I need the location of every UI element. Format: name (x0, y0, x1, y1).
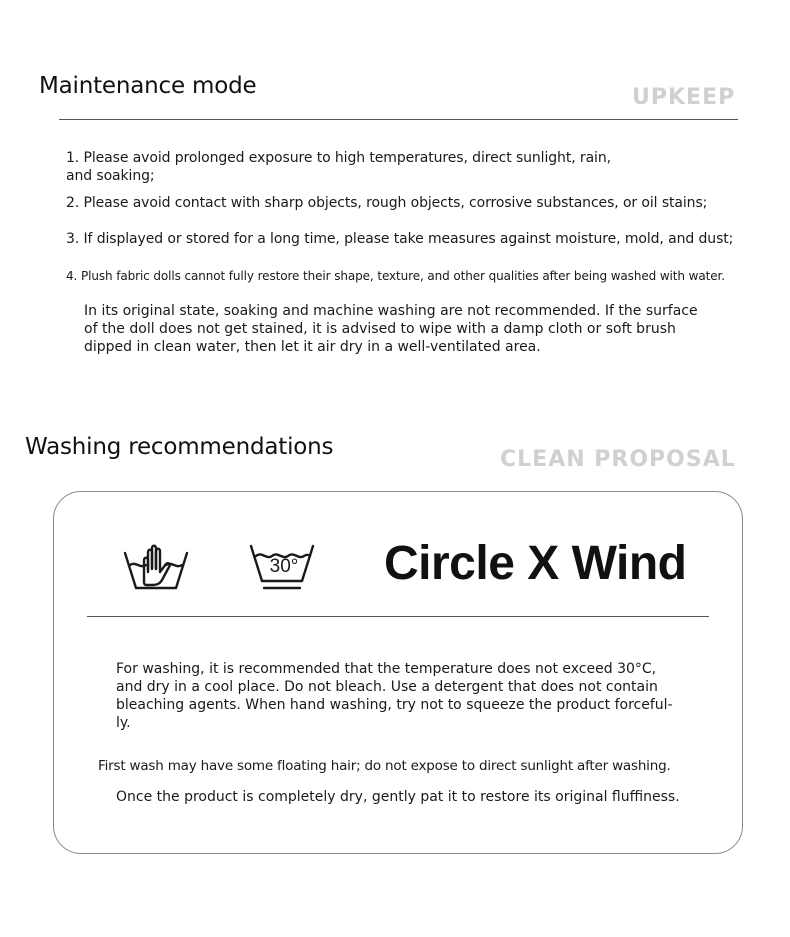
maintenance-item-3: 3. If displayed or stored for a long time, please take measures against moisture, mold, and dust; (66, 231, 734, 247)
maintenance-item-4: 4. Plush fabric dolls cannot fully restore their shape, texture, and other qualities after being washed with water. (66, 269, 725, 283)
washing-note-1: First wash may have some floating hair; do not expose to direct sunlight after washing. (98, 758, 671, 774)
brand-name: Circle X Wind (384, 537, 687, 590)
section-divider (59, 119, 738, 120)
maintenance-item-2: 2. Please avoid contact with sharp objects, rough objects, corrosive substances, or oil stains; (66, 195, 708, 211)
washing-paragraph: For washing, it is recommended that the temperature does not exceed 30°C, and dry in a cool place. Do not bleach. Use a detergent that does not contain bleaching agents. When hand washing, try not to squeeze the product forceful-ly. (116, 661, 673, 731)
clean-proposal-watermark: CLEAN PROPOSAL (500, 447, 736, 472)
washing-title: Washing recommendations (25, 434, 334, 460)
maintenance-title: Maintenance mode (39, 73, 257, 99)
hand-wash-icon (122, 538, 190, 594)
maintenance-paragraph: In its original state, soaking and machine washing are not recommended. If the surface of the doll does not get stained, it is advised to wipe with a damp cloth or soft brush dipped in clean water, then let it air dry in a well-ventilated area. (84, 303, 698, 355)
maintenance-item-1: 1. Please avoid prolonged exposure to high temperatures, direct sunlight, rain, and soaking; (66, 150, 611, 184)
card-divider (87, 616, 709, 617)
washing-note-2: Once the product is completely dry, gently pat it to restore its original fluffiness. (116, 789, 680, 805)
temperature-label: 30° (269, 556, 299, 577)
upkeep-watermark: UPKEEP (632, 85, 736, 110)
